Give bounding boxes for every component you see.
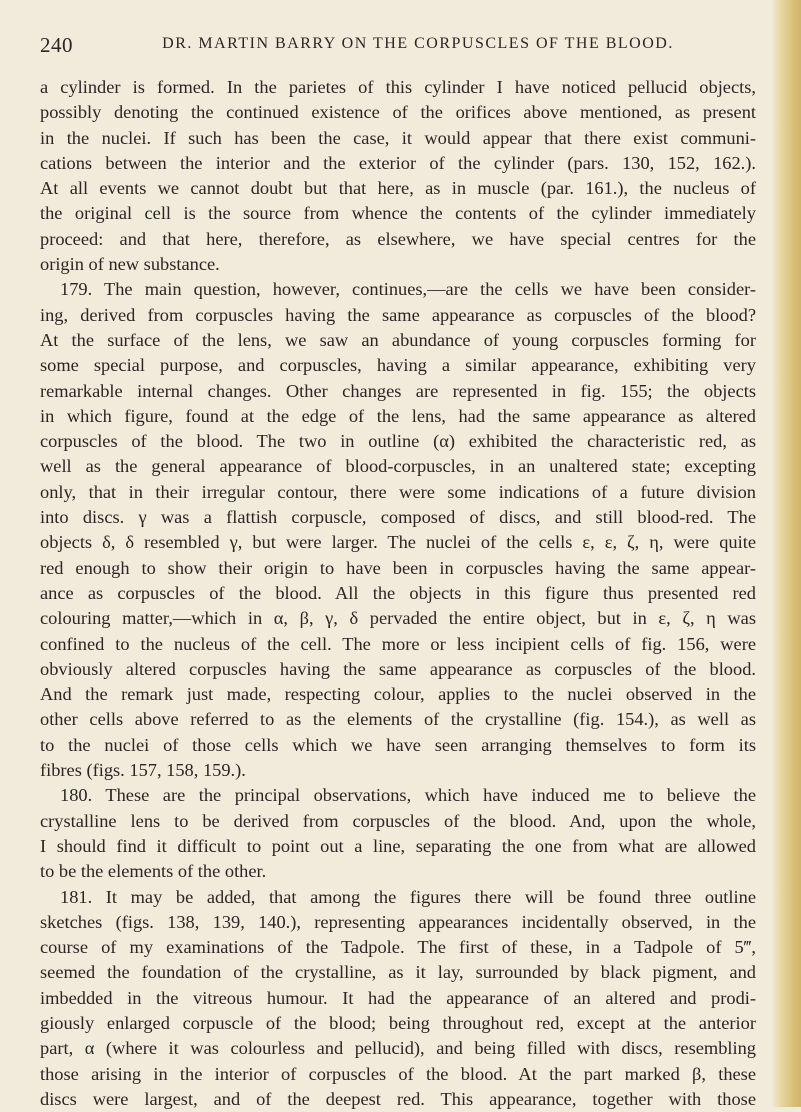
text-line: in which figure, found at the edge of the lens, had the same appearance as altered xyxy=(40,405,756,426)
text-line: 180. These are the principal observations, which have induced me to believe the xyxy=(60,785,756,806)
text-line: possibly denoting the continued existence of the orifices above mentioned, as present xyxy=(40,102,756,123)
text-line: red enough to show their origin to have been in corpuscles having the same appear- xyxy=(40,557,756,578)
text-line: objects δ, δ resembled γ, but were larger. The nuclei of the cells ε, ε, ζ, η, were quite xyxy=(40,532,756,553)
text-line: to be the elements of the other. xyxy=(40,861,267,882)
text-line: other cells above referred to as the elements of the crystalline (fig. 154.), as well as xyxy=(40,709,756,730)
text-line: into discs. γ was a flattish corpuscle, composed of discs, and still blood-red. The xyxy=(40,507,756,528)
page-number: 240 xyxy=(40,33,73,57)
text-line: ing, derived from corpuscles having the same appearance as corpuscles of the blood? xyxy=(40,304,756,325)
text-line: the original cell is the source from whence the contents of the cylinder immediately xyxy=(40,203,756,224)
text-line: I should find it difficult to point out a line, separating the one from what are allowed xyxy=(40,835,756,856)
text-line: corpuscles of the blood. The two in outline (α) exhibited the characteristic red, as xyxy=(40,431,756,452)
text-line: cations between the interior and the exterior of the cylinder (pars. 130, 152, 162.). xyxy=(40,152,756,173)
text-line: And the remark just made, respecting colour, applies to the nuclei observed in the xyxy=(40,684,756,705)
text-line: At all events we cannot doubt but that here, as in muscle (par. 161.), the nucleus of xyxy=(40,178,756,199)
text-line: remarkable internal changes. Other changes are represented in fig. 155; the objects xyxy=(40,380,756,401)
text-line: At the surface of the lens, we saw an abundance of young corpuscles forming for xyxy=(40,329,756,350)
text-line: crystalline lens to be derived from corpuscles of the blood. And, upon the whole, xyxy=(40,810,756,831)
text-line: seemed the foundation of the crystalline, as it lay, surrounded by black pigment, and xyxy=(40,962,756,983)
text-line: those arising in the interior of corpuscles of the blood. At the part marked β, these xyxy=(40,1063,756,1084)
text-line: a cylinder is formed. In the parietes of this cylinder I have noticed pellucid objects, xyxy=(40,77,756,97)
text-line: ance as corpuscles of the blood. All the objects in this figure thus presented red xyxy=(40,582,756,603)
text-line: part, α (where it was colourless and pellucid), and being filled with discs, resembling xyxy=(40,1038,756,1059)
text-line: sketches (figs. 138, 139, 140.), representing appearances incidentally observed, in the xyxy=(40,911,756,932)
body-text xyxy=(40,75,756,1112)
page-header xyxy=(40,33,756,59)
text-line: only, that in their irregular contour, there were some indications of a future division xyxy=(40,481,756,502)
text-line: 181. It may be added, that among the figures there will be found three outline xyxy=(60,886,756,907)
text-line: course of my examinations of the Tadpole. The first of these, in a Tadpole of 5‴, xyxy=(40,937,756,958)
text-line: giously enlarged corpuscle of the blood; being throughout red, except at the anterior xyxy=(40,1012,756,1033)
text-line: fibres (figs. 157, 158, 159.). xyxy=(40,760,246,781)
text-line: proceed: and that here, therefore, as elsewhere, we have special centres for the xyxy=(40,228,756,249)
text-line: imbedded in the vitreous humour. It had the appearance of an altered and prodi- xyxy=(40,987,756,1008)
running-title: DR. MARTIN BARRY ON THE CORPUSCLES OF THE BLOOD. xyxy=(162,35,674,52)
text-line: some special purpose, and corpuscles, having a similar appearance, exhibiting very xyxy=(40,355,756,376)
text-line: origin of new substance. xyxy=(40,254,220,275)
page-edge-stain xyxy=(771,0,801,1107)
text-line: in the nuclei. If such has been the case, it would appear that there exist communi- xyxy=(40,127,756,148)
text-line: colouring matter,—which in α, β, γ, δ pervaded the entire object, but in ε, ζ, η was xyxy=(40,608,756,629)
text-line: confined to the nucleus of the cell. The more or less incipient cells of fig. 156, were xyxy=(40,633,756,654)
text-line: obviously altered corpuscles having the same appearance as corpuscles of the blood. xyxy=(40,658,756,679)
text-line: well as the general appearance of blood-corpuscles, in an unaltered state; excepting xyxy=(40,456,756,477)
text-line: 179. The main question, however, continues,—are the cells we have been consider- xyxy=(60,279,756,300)
text-line: discs were largest, and of the deepest red. This appearance, together with those xyxy=(40,1088,756,1109)
text-line: to the nuclei of those cells which we have seen arranging themselves to form its xyxy=(40,734,756,755)
